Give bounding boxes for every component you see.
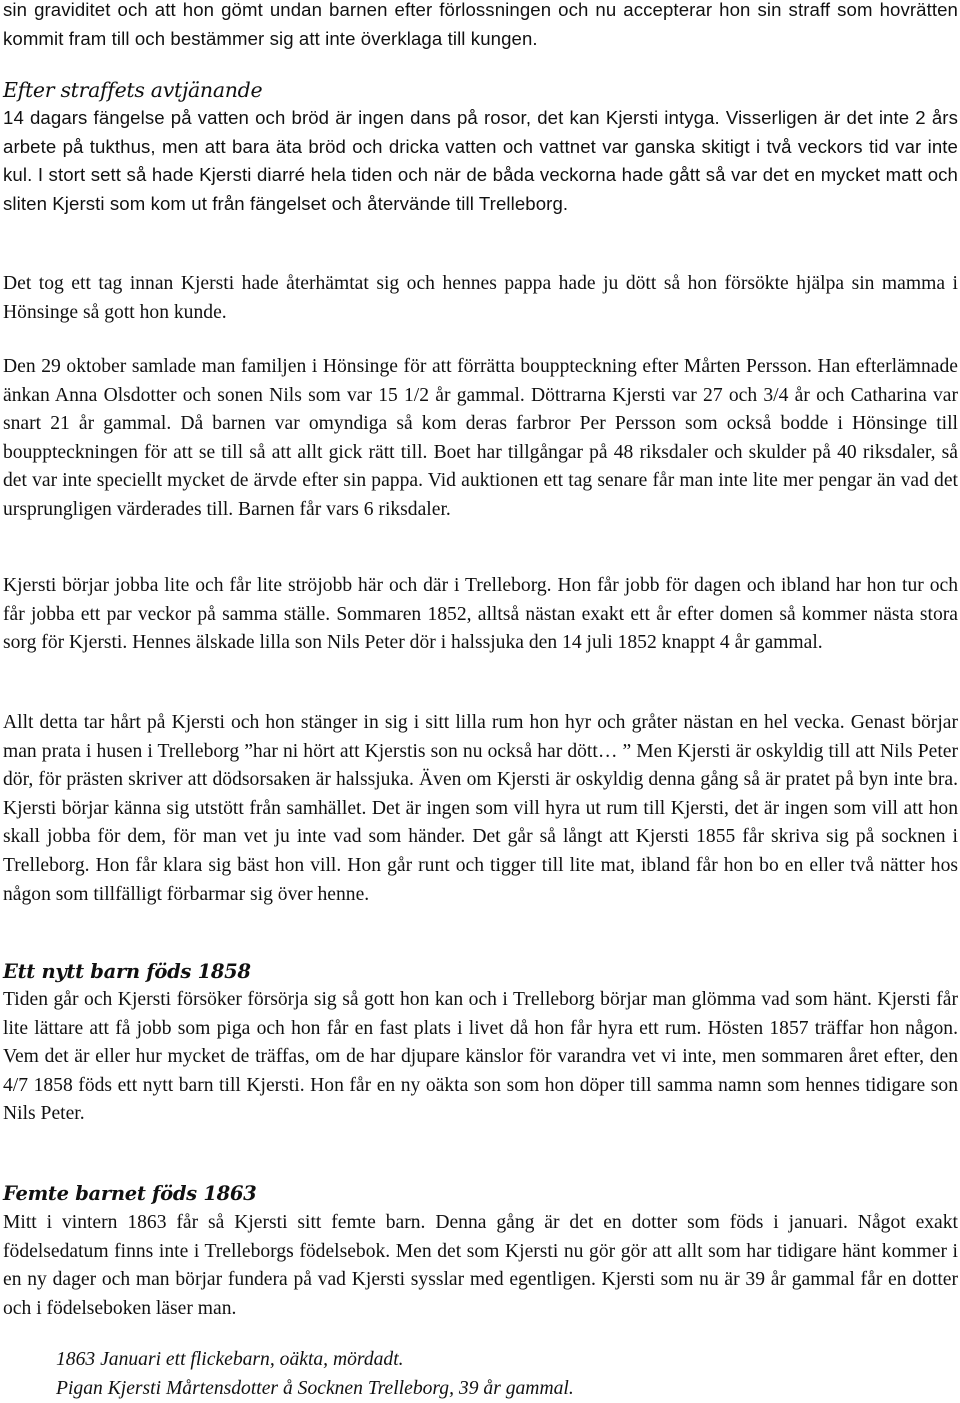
- bouppteckning-paragraph: Den 29 oktober samlade man familjen i Hönsinge för att förrätta bouppteckning efter Mårten Persson. Han efterlämnade änkan Anna Olsdotter och sonen Nils som var 15 1/2 år gammal. Döttrarna Kjersti var 27 och 3/4 år och Catharina var snart 21 år gammal. Då barnen var omyndiga så kom deras farbror Per Persson som också bodde i Hönsinge till bouppteckningen för att se till så att allt gick rätt till. Boet har tillgångar på 48 riksdaler och skulder på 40 riksdaler, så det var inte speciellt mycket de ärvde efter sin pappa. Vid auktionen ett tag senare får man inte lite mer pengar än vad det ursprungligen värderades till. Barnen får vars 6 riksdaler.: [3, 353, 958, 525]
- strojobb-paragraph: Kjersti börjar jobba lite och får lite ströjobb här och där i Trelleborg. Hon får jobb för dagen och ibland har hon tur och får jobba ett par veckor på samma ställe. Sommaren 1852, alltså nästan exakt ett år efter domen så kommer nästa stora sorg för Kjersti. Hennes älskade lilla son Nils Peter dör i halssjuka den 14 juli 1852 knappt 4 år gammal.: [3, 572, 958, 658]
- intro-paragraph: sin graviditet och att hon gömt undan barnen efter förlossningen och nu accepterar hon sin straff som hovrätten kommit fram till och bestämmer sig att inte överklaga till kungen.: [3, 0, 958, 53]
- straff-paragraph: 14 dagars fängelse på vatten och bröd är ingen dans på rosor, det kan Kjersti intyga. Visserligen är det inte 2 års arbete på tukthus, men att bara äta bröd och dricka vatten och vattnet var ganska skitigt i två veckors tid var inte kul. I stort sett så hade Kjersti diarré hela tiden och när de båda veckorna hade gått så var det en mycket matt och sliten Kjersti som kom ut från fängelset och återvände till Trelleborg.: [3, 104, 958, 218]
- allt-paragraph: Allt detta tar hårt på Kjersti och hon stänger in sig i sitt lilla rum hon hyr och gråter nästan en hel vecka. Genast börjar man prata i husen i Trelleborg ”har ni hört att Kjerstis son nu också har dött… ” Men Kjersti är oskyldig till att Nils Peter dör, för prästen skriver att dödsorsaken är halssjuka. Även om Kjersti är oskyldig denna gång så är pratet på byn inte bra. Kjersti börjar känna sig utstött från samhället. Det är ingen som vill hyra ut rum till Kjersti, det är ingen som vill att hon skall jobba för dem, för man vet ju inte vad som händer. Det går så långt att Kjersti 1855 får skriva sig på socknen i Trelleborg. Hon får klara sig bäst hon vill. Hon går runt och tigger till lite mat, ibland får hon bo en eller två nätter hos någon som tillfälligt förbarmar sig över henne.: [3, 709, 958, 909]
- birth-record-quote: [56, 1346, 574, 1403]
- quote-line-1: 1863 Januari ett flickebarn, oäkta, mördadt.: [56, 1346, 574, 1375]
- section-heading-1858: Ett nytt barn föds 1858: [3, 958, 251, 986]
- barn-1863-paragraph: Mitt i vintern 1863 får så Kjersti sitt femte barn. Denna gång är det en dotter som föds i januari. Något exakt födelsedatum finns inte i Trelleborgs födelsebok. Men det som Kjersti nu gör gör att allt som har tidigare hänt kommer i en ny dager och man börjar fundera på vad Kjersti sysslar med egentligen. Kjersti som nu är 39 år gammal får en dotter och i födelseboken läser man.: [3, 1209, 958, 1323]
- quote-line-2: Pigan Kjersti Mårtensdotter å Socknen Trelleborg, 39 år gammal.: [56, 1375, 574, 1403]
- barn-1858-paragraph: Tiden går och Kjersti försöker försörja sig så gott hon kan och i Trelleborg börjar man glömma vad som hänt. Kjersti får lite lättare att få jobb som piga och hon får en fast plats i livet då hon får hyra ett rum. Hösten 1857 träffar hon någon. Vem det är eller hur mycket de träffas, om de har djupare känslor för varandra vet vi inte, men sommaren året efter, den 4/7 1858 föds ett nytt barn till Kjersti. Hon får en ny oäkta son som hon döper till samma namn som hennes tidigare son Nils Peter.: [3, 986, 958, 1129]
- section-heading-1863: Femte barnet föds 1863: [3, 1180, 256, 1208]
- section-heading-straff: Efter straffets avtjänande: [3, 76, 262, 104]
- pappa-paragraph: Det tog ett tag innan Kjersti hade återhämtat sig och hennes pappa hade ju dött så hon försökte hjälpa sin mamma i Hönsinge så gott hon kunde.: [3, 270, 958, 327]
